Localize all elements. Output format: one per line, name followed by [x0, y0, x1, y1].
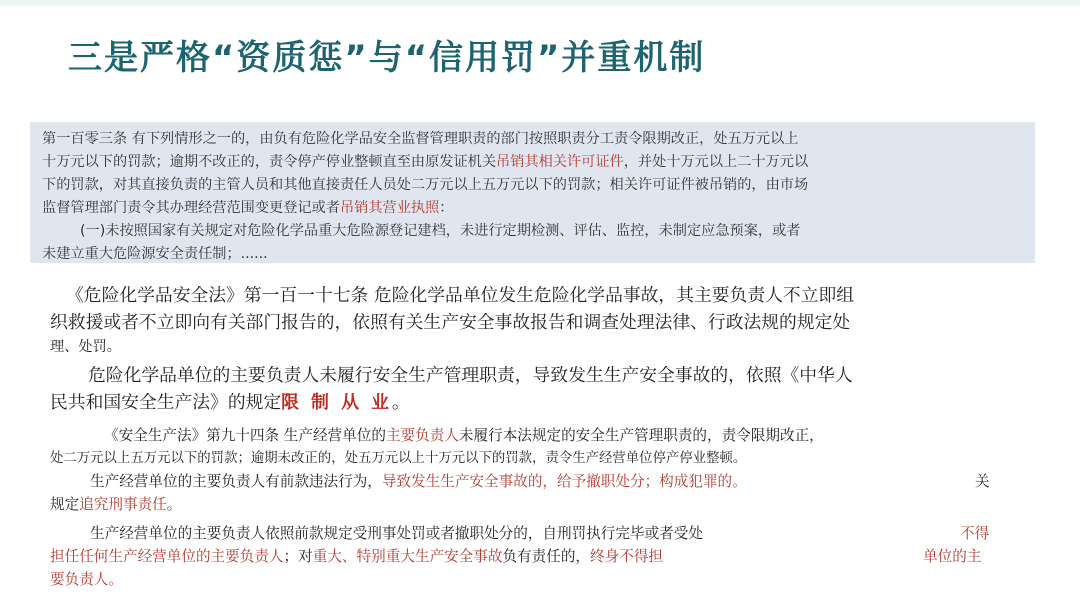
- law3-line-2: 处二万元以上五万元以下的罚款；逾期未改正的，处五万元以上十万元以下的罚款，责令生产经营单位停产停业整顿。: [50, 451, 747, 466]
- box-line-5: (一)未按照国家有关规定对危险化学品重大危险源登记建档，未进行定期检测、评估、监控，未制定应急预案，或者: [80, 223, 801, 239]
- law3-line-7: 要负责人。: [50, 571, 123, 588]
- lifetime-ban-highlight: 终身不得担: [590, 548, 664, 565]
- law2-line-2: 织救援或者不立即向有关部门报告的，依照有关生产安全事故报告和调查处理法律、行政法规的规定处: [50, 312, 851, 333]
- major-accident-highlight: 重大、特别重大生产安全事故: [312, 548, 503, 565]
- slide-title: 三是严格“资质惩”与“信用罚”并重机制: [68, 38, 706, 78]
- dismissal-highlight: 导致发生生产安全事故的，给予撤职处分；构成犯罪的。: [381, 473, 747, 490]
- box-line-1: 第一百零三条 有下列情形之一的，由负有危险化学品安全监督管理职责的部门按照职责分工责令限期改正，处五万元以上: [42, 131, 799, 147]
- article-117-block: [50, 282, 1010, 416]
- law2-line-1: 《危险化学品安全法》第一百一十七条 危险化学品单位发生危险化学品事故，其主要负责人不立即组: [66, 285, 855, 306]
- law3-line-1: 《安全生产法》第九十四条 生产经营单位的主要负责人未履行本法规定的安全生产管理职责的，责令限期改正，: [104, 427, 824, 444]
- header-band: [0, 0, 1080, 6]
- restrict-practice-highlight: 限 制 从 业: [281, 392, 392, 413]
- box-line-3: 下的罚款，对其直接负责的主管人员和其他直接责任人员处二万元以上五万元以下的罚款；相关许可证件被吊销的，由市场: [42, 177, 809, 193]
- law2-line-5: 民共和国安全生产法》的规定限 制 从 业。: [50, 392, 410, 413]
- principal-highlight: 主要负责人: [385, 427, 459, 444]
- law3-line-3: 生产经营单位的主要负责人有前款违法行为，导致发生生产安全事故的，给予撤职处分；构成犯罪的。 关: [90, 473, 990, 490]
- revoke-license-highlight: 吊销其相关许可证件: [496, 154, 624, 170]
- box-line-2: 十万元以下的罚款；逾期不改正的，责令停产停业整顿直至由原发证机关吊销其相关许可证件，并处十万元以上二十万元以: [42, 154, 809, 170]
- no-principal-highlight: 担任任何生产经营单位的主要负责人: [50, 548, 284, 565]
- cannot-highlight: 不得: [960, 525, 990, 542]
- article-103-box: [30, 122, 1035, 263]
- article-94-block: [50, 424, 1010, 591]
- box-line-4: 监督管理部门责令其办理经营范围变更登记或者吊销其营业执照：: [42, 200, 454, 216]
- criminal-liability-highlight: 追究刑事责任: [79, 496, 167, 513]
- revoke-business-license-highlight: 吊销其营业执照: [339, 200, 440, 216]
- law3-line-5: 生产经营单位的主要负责人依照前款规定受刑事处罚或者撤职处分的，自刑罚执行完毕或者受处 不得: [50, 522, 1010, 545]
- law3-line-6: 担任任何生产经营单位的主要负责人；对重大、特别重大生产安全事故负有责任的，终身不得担 单位的主: [50, 548, 982, 565]
- law2-line-4: 危险化学品单位的主要负责人未履行安全生产管理职责，导致发生生产安全事故的，依照《中华人: [88, 365, 853, 386]
- law2-line-3: 理、处罚。: [50, 339, 121, 355]
- box-line-6: 未建立重大危险源安全责任制；......: [42, 246, 268, 262]
- law3-line-4: 规定追究刑事责任。: [50, 496, 182, 513]
